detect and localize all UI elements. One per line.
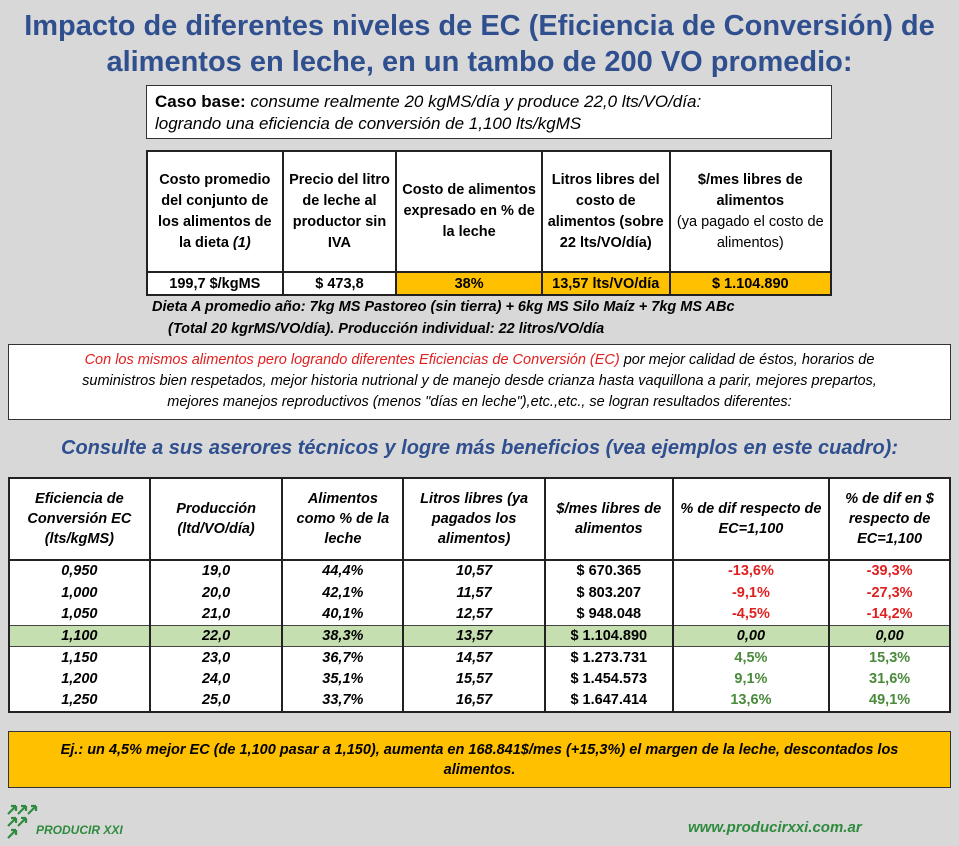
table-row [9, 603, 950, 625]
table-row [9, 625, 950, 647]
liters-cell: 11,57 [403, 582, 545, 604]
title-line-2: alimentos en leche, en un tambo de 200 VO promedio: [106, 46, 853, 78]
dif-cell: -13,6% [673, 560, 830, 582]
base-header-pct: Costo de alimentos expresado en % de la leche [396, 151, 542, 272]
ec-cell: 1,250 [9, 690, 150, 712]
info-text-3: mejores manejos reproductivos (menos "días en leche"),etc.,etc., se logran resultados diferentes: [167, 394, 792, 410]
base-value-price: $ 473,8 [283, 272, 397, 295]
dif-cell: 9,1% [673, 668, 830, 690]
base-table [146, 150, 832, 296]
prod-cell: 20,0 [150, 582, 283, 604]
dif-cell: 0,00 [673, 625, 830, 647]
liters-cell: 12,57 [403, 603, 545, 625]
base-value-pct: 38% [396, 272, 542, 295]
dif-cell: -4,5% [673, 603, 830, 625]
dif-cell: -9,1% [673, 582, 830, 604]
website-link[interactable]: www.producirxxi.com.ar [688, 819, 862, 836]
money-cell: $ 1.273.731 [545, 647, 673, 669]
pct-cell: 40,1% [282, 603, 403, 625]
pct-cell: 42,1% [282, 582, 403, 604]
money-cell: $ 803.207 [545, 582, 673, 604]
dif-money-cell: -27,3% [829, 582, 950, 604]
prod-cell: 21,0 [150, 603, 283, 625]
diet-line-1: Dieta A promedio año: 7kg MS Pastoreo (sin tierra) + 6kg MS Silo Maíz + 7kg MS ABc [152, 299, 735, 315]
ec-header-liters: Litros libres (ya pagados los alimentos) [403, 478, 545, 560]
liters-cell: 15,57 [403, 668, 545, 690]
info-text-1: por mejor calidad de éstos, horarios de [619, 352, 875, 368]
money-cell: $ 1.104.890 [545, 625, 673, 647]
base-table-value-row [147, 272, 831, 295]
base-header-liters: Litros libres del costo de alimentos (sobre 22 lts/VO/día) [542, 151, 670, 272]
ec-cell: 1,000 [9, 582, 150, 604]
money-cell: $ 948.048 [545, 603, 673, 625]
ec-cell: 1,100 [9, 625, 150, 647]
example-box [8, 731, 951, 788]
example-line-1: Ej.: un 4,5% mejor EC (de 1,100 pasar a 1,150), aumenta en 168.841$/mes (+15,3%) el margen de la leche, descontados los [60, 742, 899, 758]
ec-header-pct: Alimentos como % de la leche [282, 478, 403, 560]
case-base-label: Caso base: [155, 92, 246, 111]
dif-money-cell: 0,00 [829, 625, 950, 647]
base-table-header-row [147, 151, 831, 272]
ec-header-prod: Producción (ltd/VO/día) [150, 478, 283, 560]
liters-cell: 13,57 [403, 625, 545, 647]
liters-cell: 10,57 [403, 560, 545, 582]
case-base-text-1: consume realmente 20 kgMS/día y produce 22,0 lts/VO/día: [245, 92, 702, 111]
dif-money-cell: 15,3% [829, 647, 950, 669]
ec-cell: 0,950 [9, 560, 150, 582]
info-box [8, 344, 951, 420]
pct-cell: 33,7% [282, 690, 403, 712]
money-cell: $ 1.647.414 [545, 690, 673, 712]
pct-cell: 44,4% [282, 560, 403, 582]
table-row [9, 560, 950, 582]
base-header-money: $/mes libres de alimentos (ya pagado el costo de alimentos) [670, 151, 831, 272]
diet-line-2: (Total 20 kgrMS/VO/día). Producción individual: 22 litros/VO/día [168, 321, 605, 337]
prod-cell: 22,0 [150, 625, 283, 647]
consult-heading: Consulte a sus aserores técnicos y logre más beneficios (vea ejemplos en este cuadro): [61, 437, 898, 459]
pct-cell: 38,3% [282, 625, 403, 647]
dif-cell: 4,5% [673, 647, 830, 669]
producir-xxi-logo-icon [6, 800, 156, 844]
dif-money-cell: 49,1% [829, 690, 950, 712]
prod-cell: 24,0 [150, 668, 283, 690]
ec-table-header-row [9, 478, 950, 560]
ec-cell: 1,200 [9, 668, 150, 690]
ec-header-dif-money: % de dif en $ respecto de EC=1,100 [829, 478, 950, 560]
diet-note [152, 296, 735, 340]
ec-table [8, 477, 951, 713]
prod-cell: 25,0 [150, 690, 283, 712]
info-text-2: suministros bien respetados, mejor historia nutrional y de manejo desde crianza hasta vaquillona a parir, mejores prepartos, [82, 373, 877, 389]
logo-text: PRODUCIR XXI [36, 823, 123, 837]
base-header-price: Precio del litro de leche al productor sin IVA [283, 151, 397, 272]
title-line-1: Impacto de diferentes niveles de EC (Eficiencia de Conversión) de [24, 10, 935, 42]
page-title [0, 8, 959, 80]
ec-cell: 1,150 [9, 647, 150, 669]
base-value-liters: 13,57 lts/VO/día [542, 272, 670, 295]
table-row [9, 582, 950, 604]
base-value-money: $ 1.104.890 [670, 272, 831, 295]
ec-header-money: $/mes libres de alimentos [545, 478, 673, 560]
example-line-2: alimentos. [443, 762, 516, 778]
ec-header-ec: Eficiencia de Conversión EC (lts/kgMS) [9, 478, 150, 560]
prod-cell: 19,0 [150, 560, 283, 582]
case-base-text-2: logrando una eficiencia de conversión de 1,100 lts/kgMS [155, 114, 582, 133]
case-base-box [146, 85, 832, 139]
table-row [9, 690, 950, 712]
pct-cell: 35,1% [282, 668, 403, 690]
money-cell: $ 670.365 [545, 560, 673, 582]
dif-money-cell: 31,6% [829, 668, 950, 690]
info-red-text: Con los mismos alimentos pero logrando diferentes Eficiencias de Conversión (EC) [84, 352, 620, 368]
table-row [9, 668, 950, 690]
liters-cell: 14,57 [403, 647, 545, 669]
prod-cell: 23,0 [150, 647, 283, 669]
ec-header-dif: % de dif respecto de EC=1,100 [673, 478, 830, 560]
money-cell: $ 1.454.573 [545, 668, 673, 690]
base-header-cost: Costo promedio del conjunto de los alimentos de la dieta (1) [147, 151, 283, 272]
table-row [9, 647, 950, 669]
base-value-cost: 199,7 $/kgMS [147, 272, 283, 295]
pct-cell: 36,7% [282, 647, 403, 669]
liters-cell: 16,57 [403, 690, 545, 712]
dif-money-cell: -14,2% [829, 603, 950, 625]
dif-cell: 13,6% [673, 690, 830, 712]
dif-money-cell: -39,3% [829, 560, 950, 582]
ec-cell: 1,050 [9, 603, 150, 625]
